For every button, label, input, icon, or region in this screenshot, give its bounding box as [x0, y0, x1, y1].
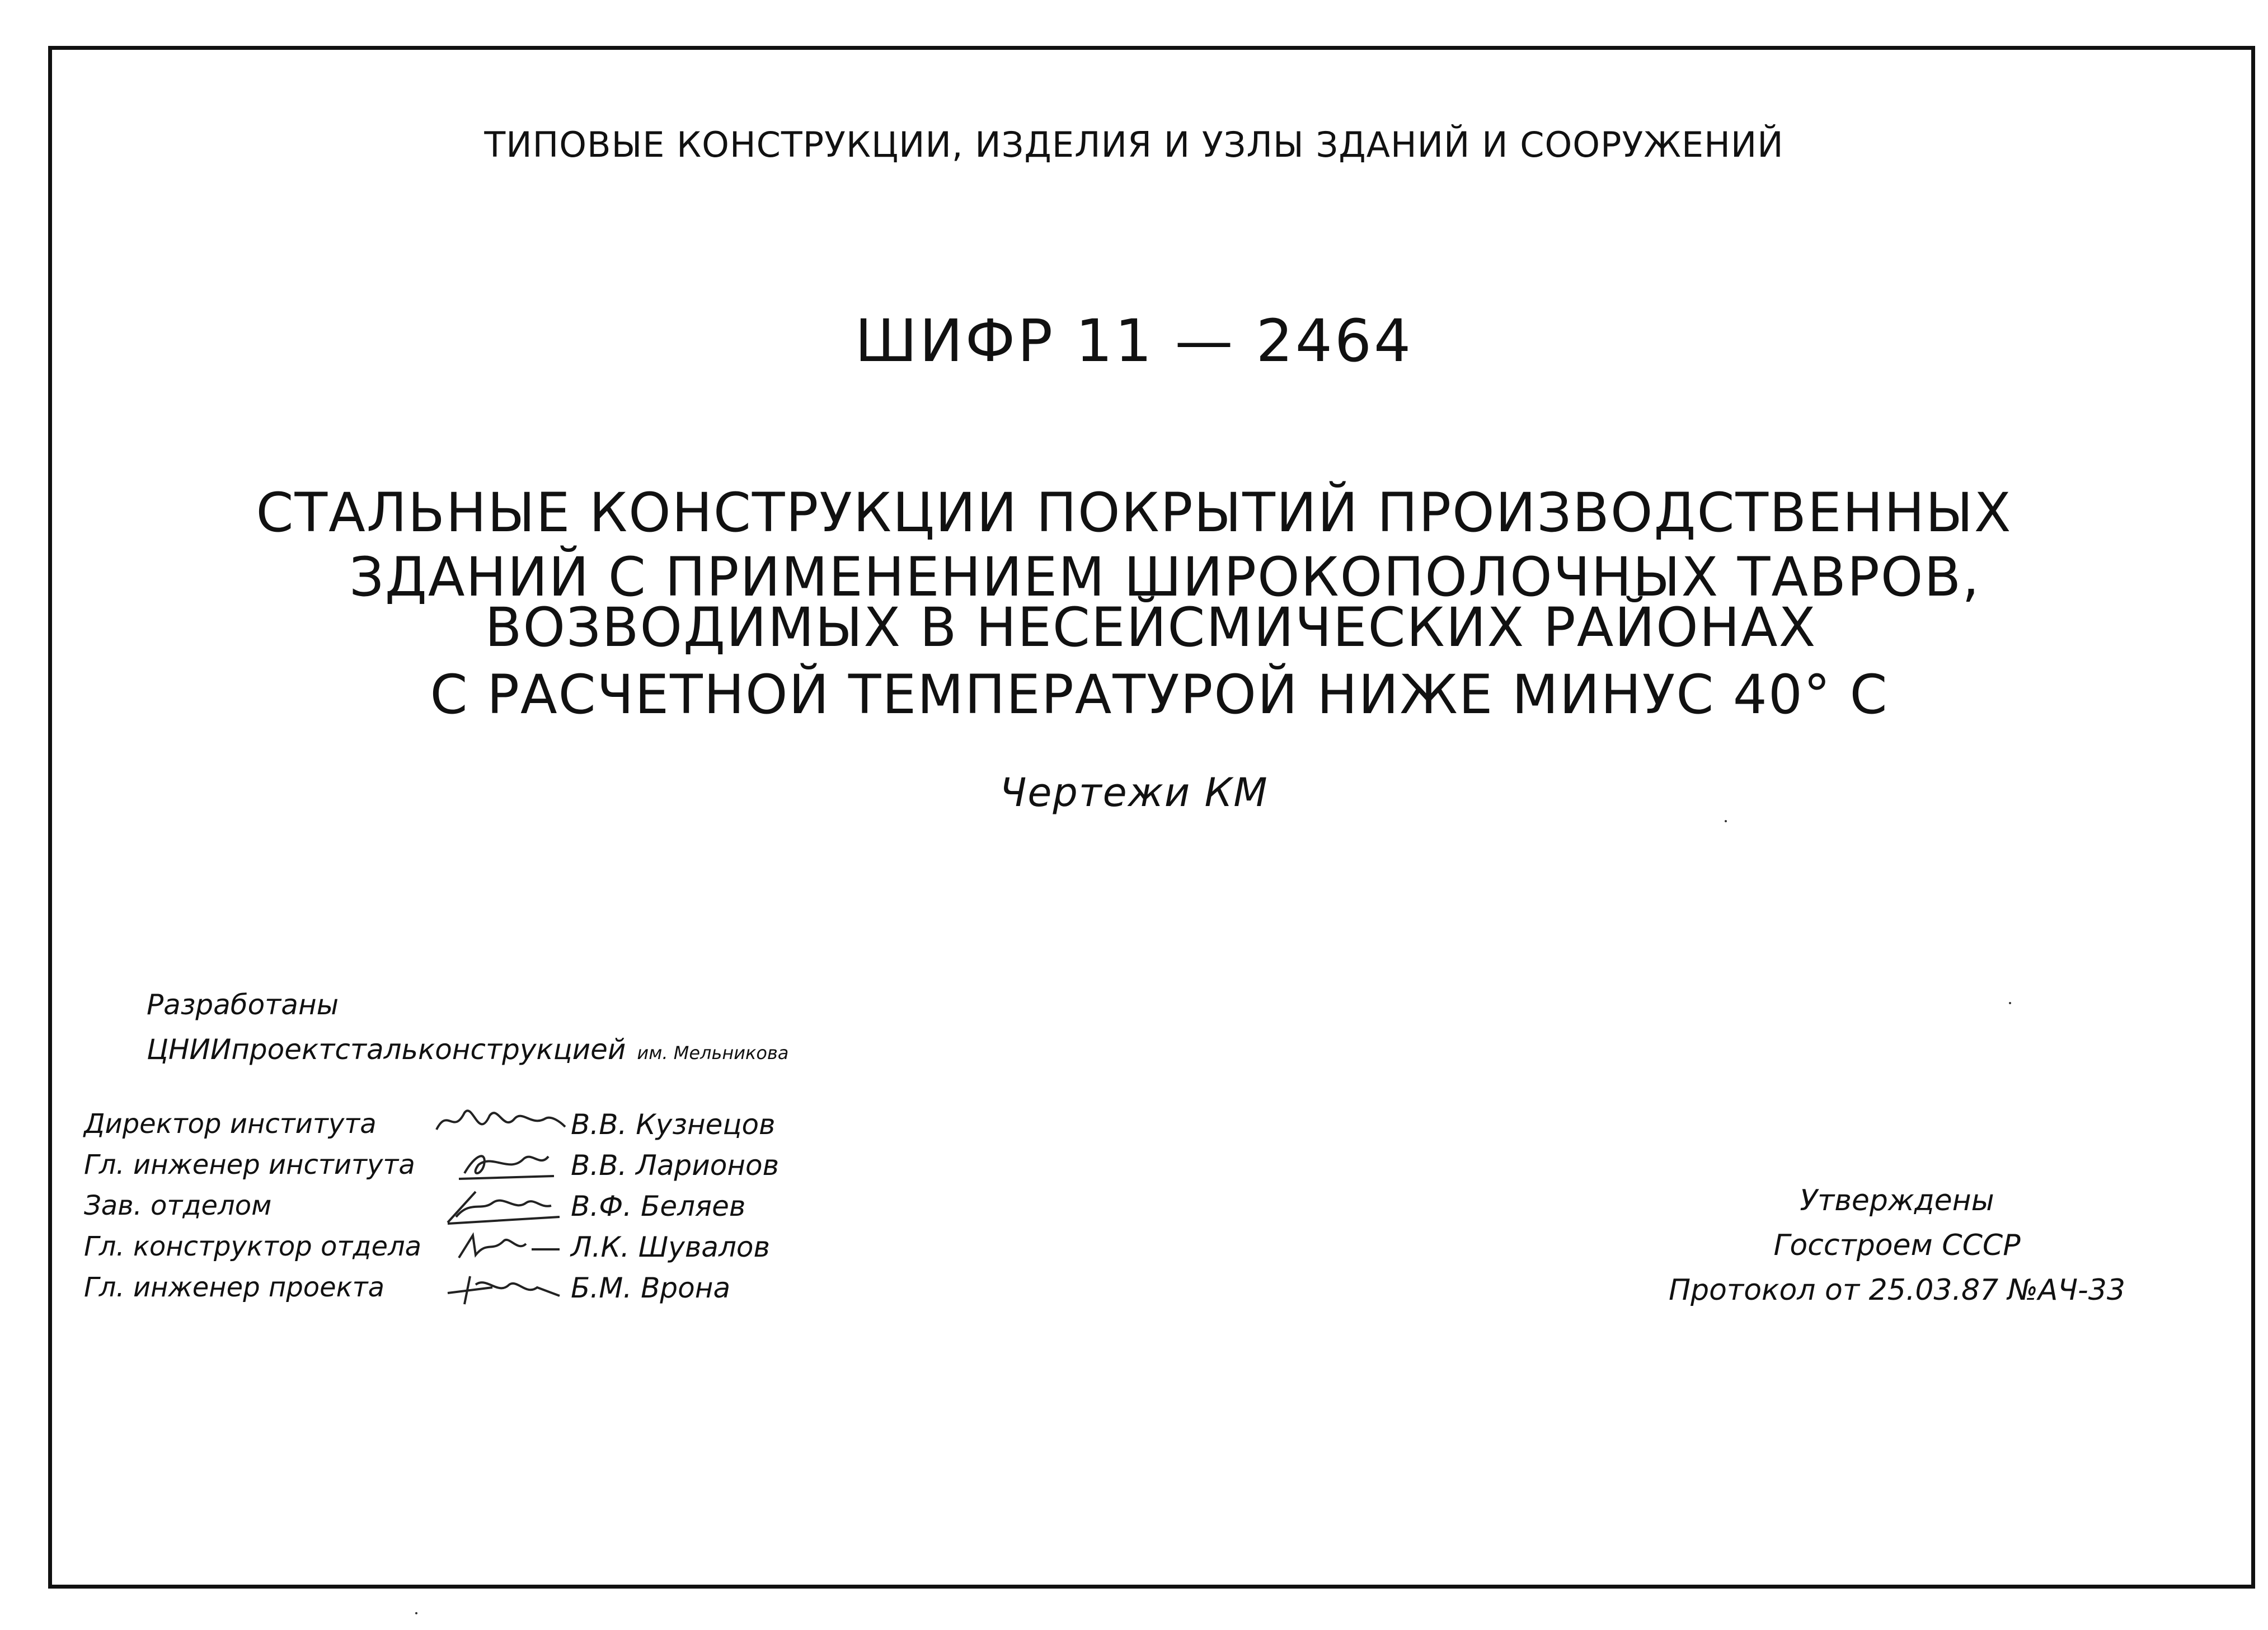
handwritten-signature-mark — [425, 1265, 571, 1310]
signature-role: Гл. конструктор отдела — [84, 1231, 422, 1262]
signature-name: Б.М. Врона — [571, 1272, 731, 1304]
signature-name: В.В. Кузнецов — [571, 1108, 776, 1141]
signature-table — [84, 1108, 811, 1313]
developed-organization-line — [147, 1027, 788, 1075]
scan-speck — [2009, 1002, 2011, 1004]
title-sheet-frame — [48, 46, 2255, 1589]
series-heading: ТИПОВЫЕ КОНСТРУКЦИИ, ИЗДЕЛИЯ И УЗЛЫ ЗДАНИЙ И СООРУЖЕНИЙ — [484, 124, 1784, 165]
approval-line-1: Утверждены — [1800, 1184, 1994, 1217]
signature-name: В.В. Ларионов — [571, 1149, 780, 1182]
developed-label: Разработаны — [147, 989, 339, 1021]
approval-line-3: Протокол от 25.03.87 №АЧ-33 — [1669, 1273, 2125, 1307]
signature-role: Гл. инженер института — [84, 1149, 415, 1181]
title-line-4: С РАСЧЕТНОЙ ТЕМПЕРАТУРОЙ НИЖЕ МИНУС 40° С — [430, 663, 1889, 726]
title-line-3: ВОЗВОДИМЫХ В НЕСЕЙСМИЧЕСКИХ РАЙОНАХ — [485, 596, 1817, 659]
developed-by-block — [147, 982, 788, 1075]
signature-name: Л.К. Шувалов — [571, 1231, 770, 1263]
signature-row — [84, 1272, 811, 1313]
developed-organization-suffix: им. Мельникова — [637, 1042, 789, 1064]
document-code: ШИФР 11 — 2464 — [854, 307, 1414, 375]
developed-organization: ЦНИИпроектстальконструкцией — [147, 1033, 626, 1066]
handwritten-signature-mark — [425, 1224, 571, 1269]
approval-block — [1645, 1178, 2149, 1313]
signature-name: В.Ф. Беляев — [571, 1190, 746, 1222]
scan-speck — [415, 1612, 417, 1614]
signature-role: Директор института — [84, 1108, 377, 1140]
signature-role: Зав. отделом — [84, 1190, 272, 1221]
signature-role: Гл. инженер проекта — [84, 1272, 385, 1303]
title-line-2: ЗДАНИЙ С ПРИМЕНЕНИЕМ ШИРОКОПОЛОЧНЫХ ТАВРОВ, — [349, 546, 1980, 608]
handwritten-signature-mark — [425, 1142, 571, 1187]
handwritten-signature-mark — [425, 1183, 571, 1228]
scan-speck — [1725, 820, 1727, 822]
handwritten-signature-mark — [425, 1102, 571, 1146]
title-line-1: СТАЛЬНЫЕ КОНСТРУКЦИИ ПОКРЫТИЙ ПРОИЗВОДСТВЕННЫХ — [256, 481, 2012, 544]
drawing-type-subtitle: Чертежи КМ — [999, 770, 1269, 816]
approval-line-2: Госстроем СССР — [1773, 1229, 2021, 1262]
